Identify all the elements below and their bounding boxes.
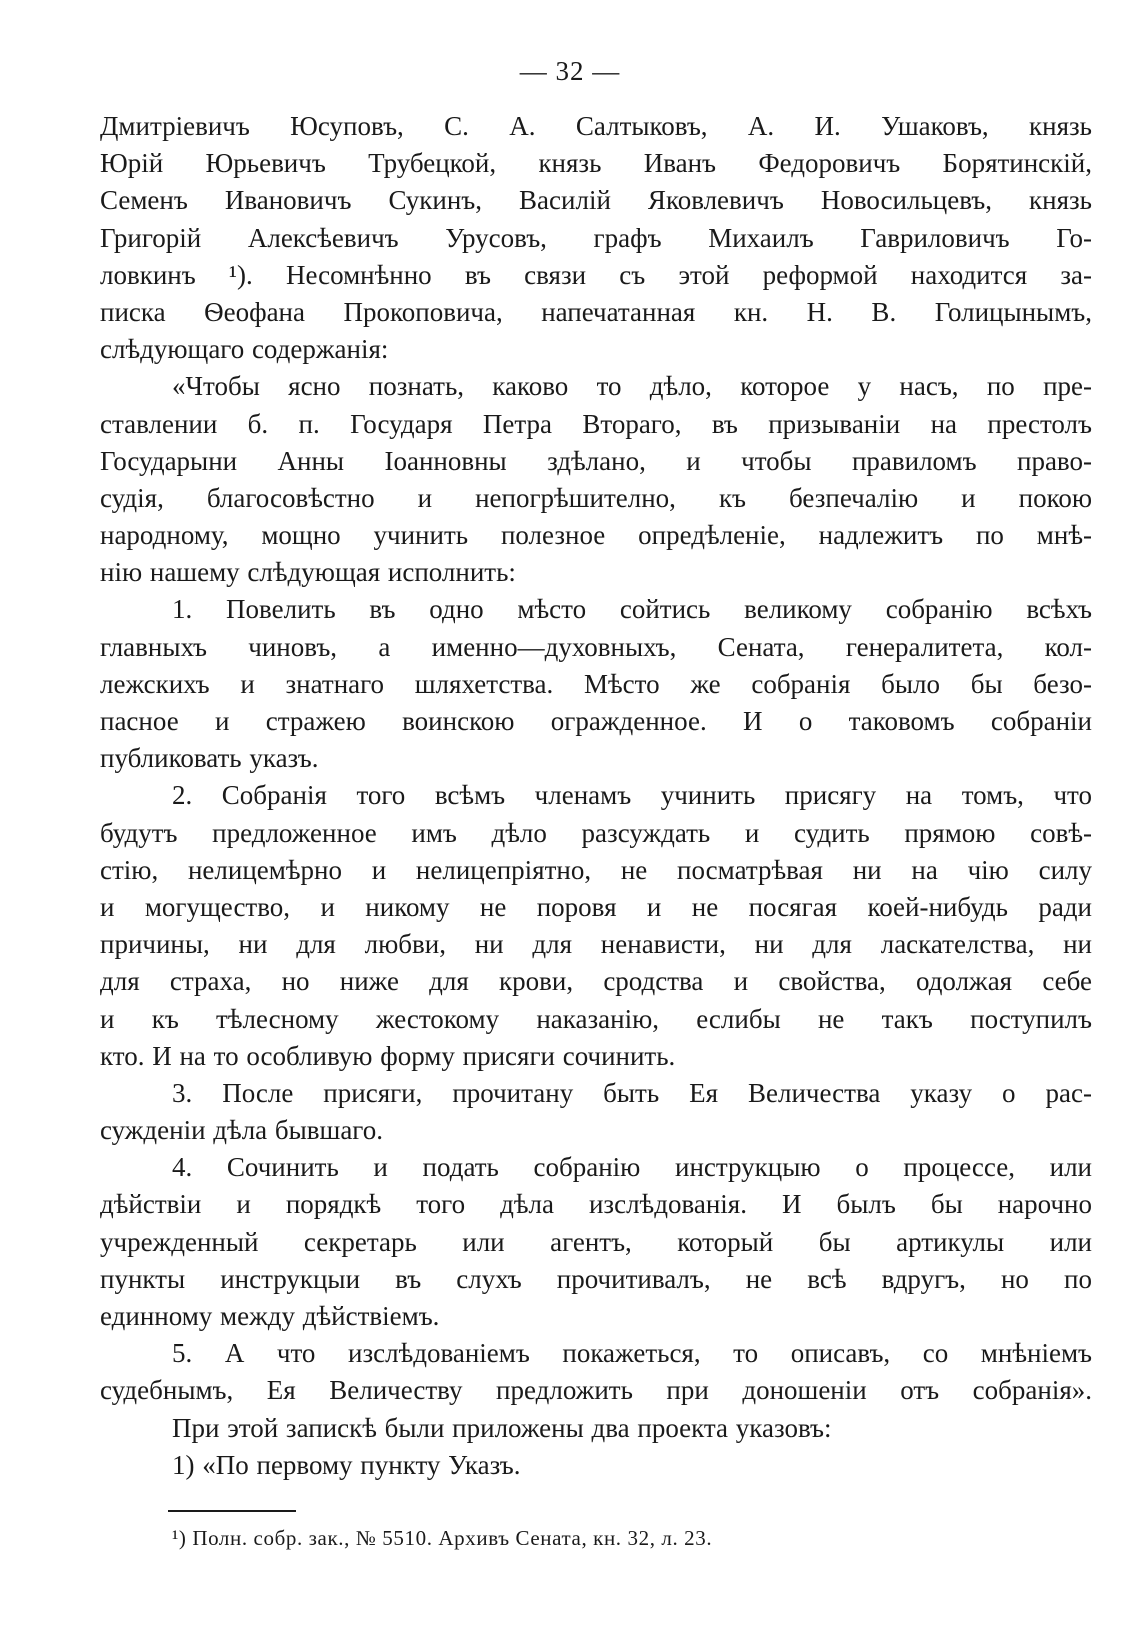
- text-line: единному между дѣйствіемъ.: [100, 1301, 440, 1331]
- text-line: судебнымъ, Ея Величеству предложить при доношеніи отъ собранія».: [100, 1375, 1092, 1406]
- text-line: народному, мощно учинить полезное опредѣленіе, надлежитъ по мнѣ-: [100, 520, 1092, 551]
- text-line: главныхъ чиновъ, а именно—духовныхъ, Сената, генералитета, кол-: [100, 631, 1092, 662]
- footnote: ¹) Полн. собр. зак., № 5510. Архивъ Сената, кн. 32, л. 23.: [172, 1526, 713, 1550]
- text-line: и могущество, и никому не поровя и не посягая коей-нибудь ради: [100, 891, 1092, 922]
- text-line: ставлении б. п. Государя Петра Втораго, въ призываніи на престолъ: [100, 408, 1092, 439]
- text-line: При этой запискѣ были приложены два проекта указовъ:: [172, 1412, 832, 1443]
- text-line: 3. После присяги, прочитану быть Ея Величества указу о рас-: [172, 1077, 1092, 1108]
- text-line: пункты инструкцыи въ слухъ прочитивалъ, не всѣ вдругъ, но по: [100, 1263, 1092, 1294]
- text-line: сужденіи дѣла бывшаго.: [100, 1115, 383, 1146]
- text-line: Юрій Юрьевичъ Трубецкой, князь Иванъ Федоровичъ Борятинскій,: [100, 148, 1092, 179]
- text-line: для страха, но ниже для крови, сродства и свойства, одолжая себе: [100, 966, 1092, 997]
- text-line: учрежденный секретарь или агентъ, который бы артикулы или: [100, 1226, 1092, 1257]
- text-line: 4. Сочинить и подать собранію инструкцыю о процессе, или: [172, 1152, 1092, 1183]
- text-line: публиковать указъ.: [100, 743, 319, 774]
- text-line: Семенъ Ивановичъ Сукинъ, Василій Яковлевичъ Новосильцевъ, князь: [100, 185, 1092, 216]
- text-line: дѣйствіи и порядкѣ того дѣла изслѣдованія. И былъ бы нарочно: [100, 1189, 1092, 1220]
- page-number: — 32 —: [519, 56, 621, 86]
- text-line: 2. Собранія того всѣмъ членамъ учинить присягу на томъ, что: [172, 780, 1092, 811]
- text-line: слѣдующаго содержанія:: [100, 334, 389, 365]
- text-line: ловкинъ ¹). Несомнѣнно въ связи съ этой реформой находится за-: [100, 259, 1092, 290]
- text-line: и къ тѣлесному жестокому наказанію, еслибы не такъ поступилъ: [100, 1003, 1092, 1034]
- text-line: 1. Повелить въ одно мѣсто сойтись великому собранію всѣхъ: [172, 594, 1092, 625]
- text-line: «Чтобы ясно познать, каково то дѣло, которое у насъ, по пре-: [172, 371, 1092, 402]
- text-line: 1) «По первому пункту Указъ.: [172, 1449, 521, 1480]
- text-line: будутъ предложенное имъ дѣло разсуждать и судить прямою совѣ-: [100, 817, 1092, 848]
- text-line: лежскихъ и знатнаго шляхетства. Мѣсто же собранія было бы безо-: [100, 668, 1092, 699]
- text-line: писка Ѳеофана Прокоповича, напечатанная кн. Н. В. Голицынымъ,: [100, 296, 1092, 327]
- text-line: Дмитріевичъ Юсуповъ, С. А. Салтыковъ, А. И. Ушаковъ, князь: [100, 111, 1092, 141]
- text-line: Григорій Алексѣевичъ Урусовъ, графъ Михаилъ Гавриловичъ Го-: [100, 222, 1092, 253]
- text-line: причины, ни для любви, ни для ненависти, ни для ласкателства, ни: [100, 929, 1092, 960]
- footnote-divider: [168, 1510, 296, 1512]
- text-line: 5. А что изслѣдованіемъ покажеться, то описавъ, со мнѣніемъ: [172, 1338, 1092, 1369]
- body-text: [100, 108, 1092, 1484]
- text-line: стію, нелицемѣрно и нелицепріятно, не посматрѣвая ни на чію силу: [100, 854, 1092, 885]
- text-line: кто. И на то особливую форму присяги сочинить.: [100, 1040, 676, 1071]
- text-line: Государыни Анны Іоанновны здѣлано, и чтобы правиломъ право-: [100, 445, 1092, 476]
- text-line: судія, благосовѣстно и непогрѣшително, къ безпечалію и покою: [100, 482, 1092, 513]
- text-line: пасное и стражею воинскою огражденное. И о таковомъ собраніи: [100, 706, 1092, 736]
- text-line: нію нашему слѣдующая исполнить:: [100, 557, 516, 588]
